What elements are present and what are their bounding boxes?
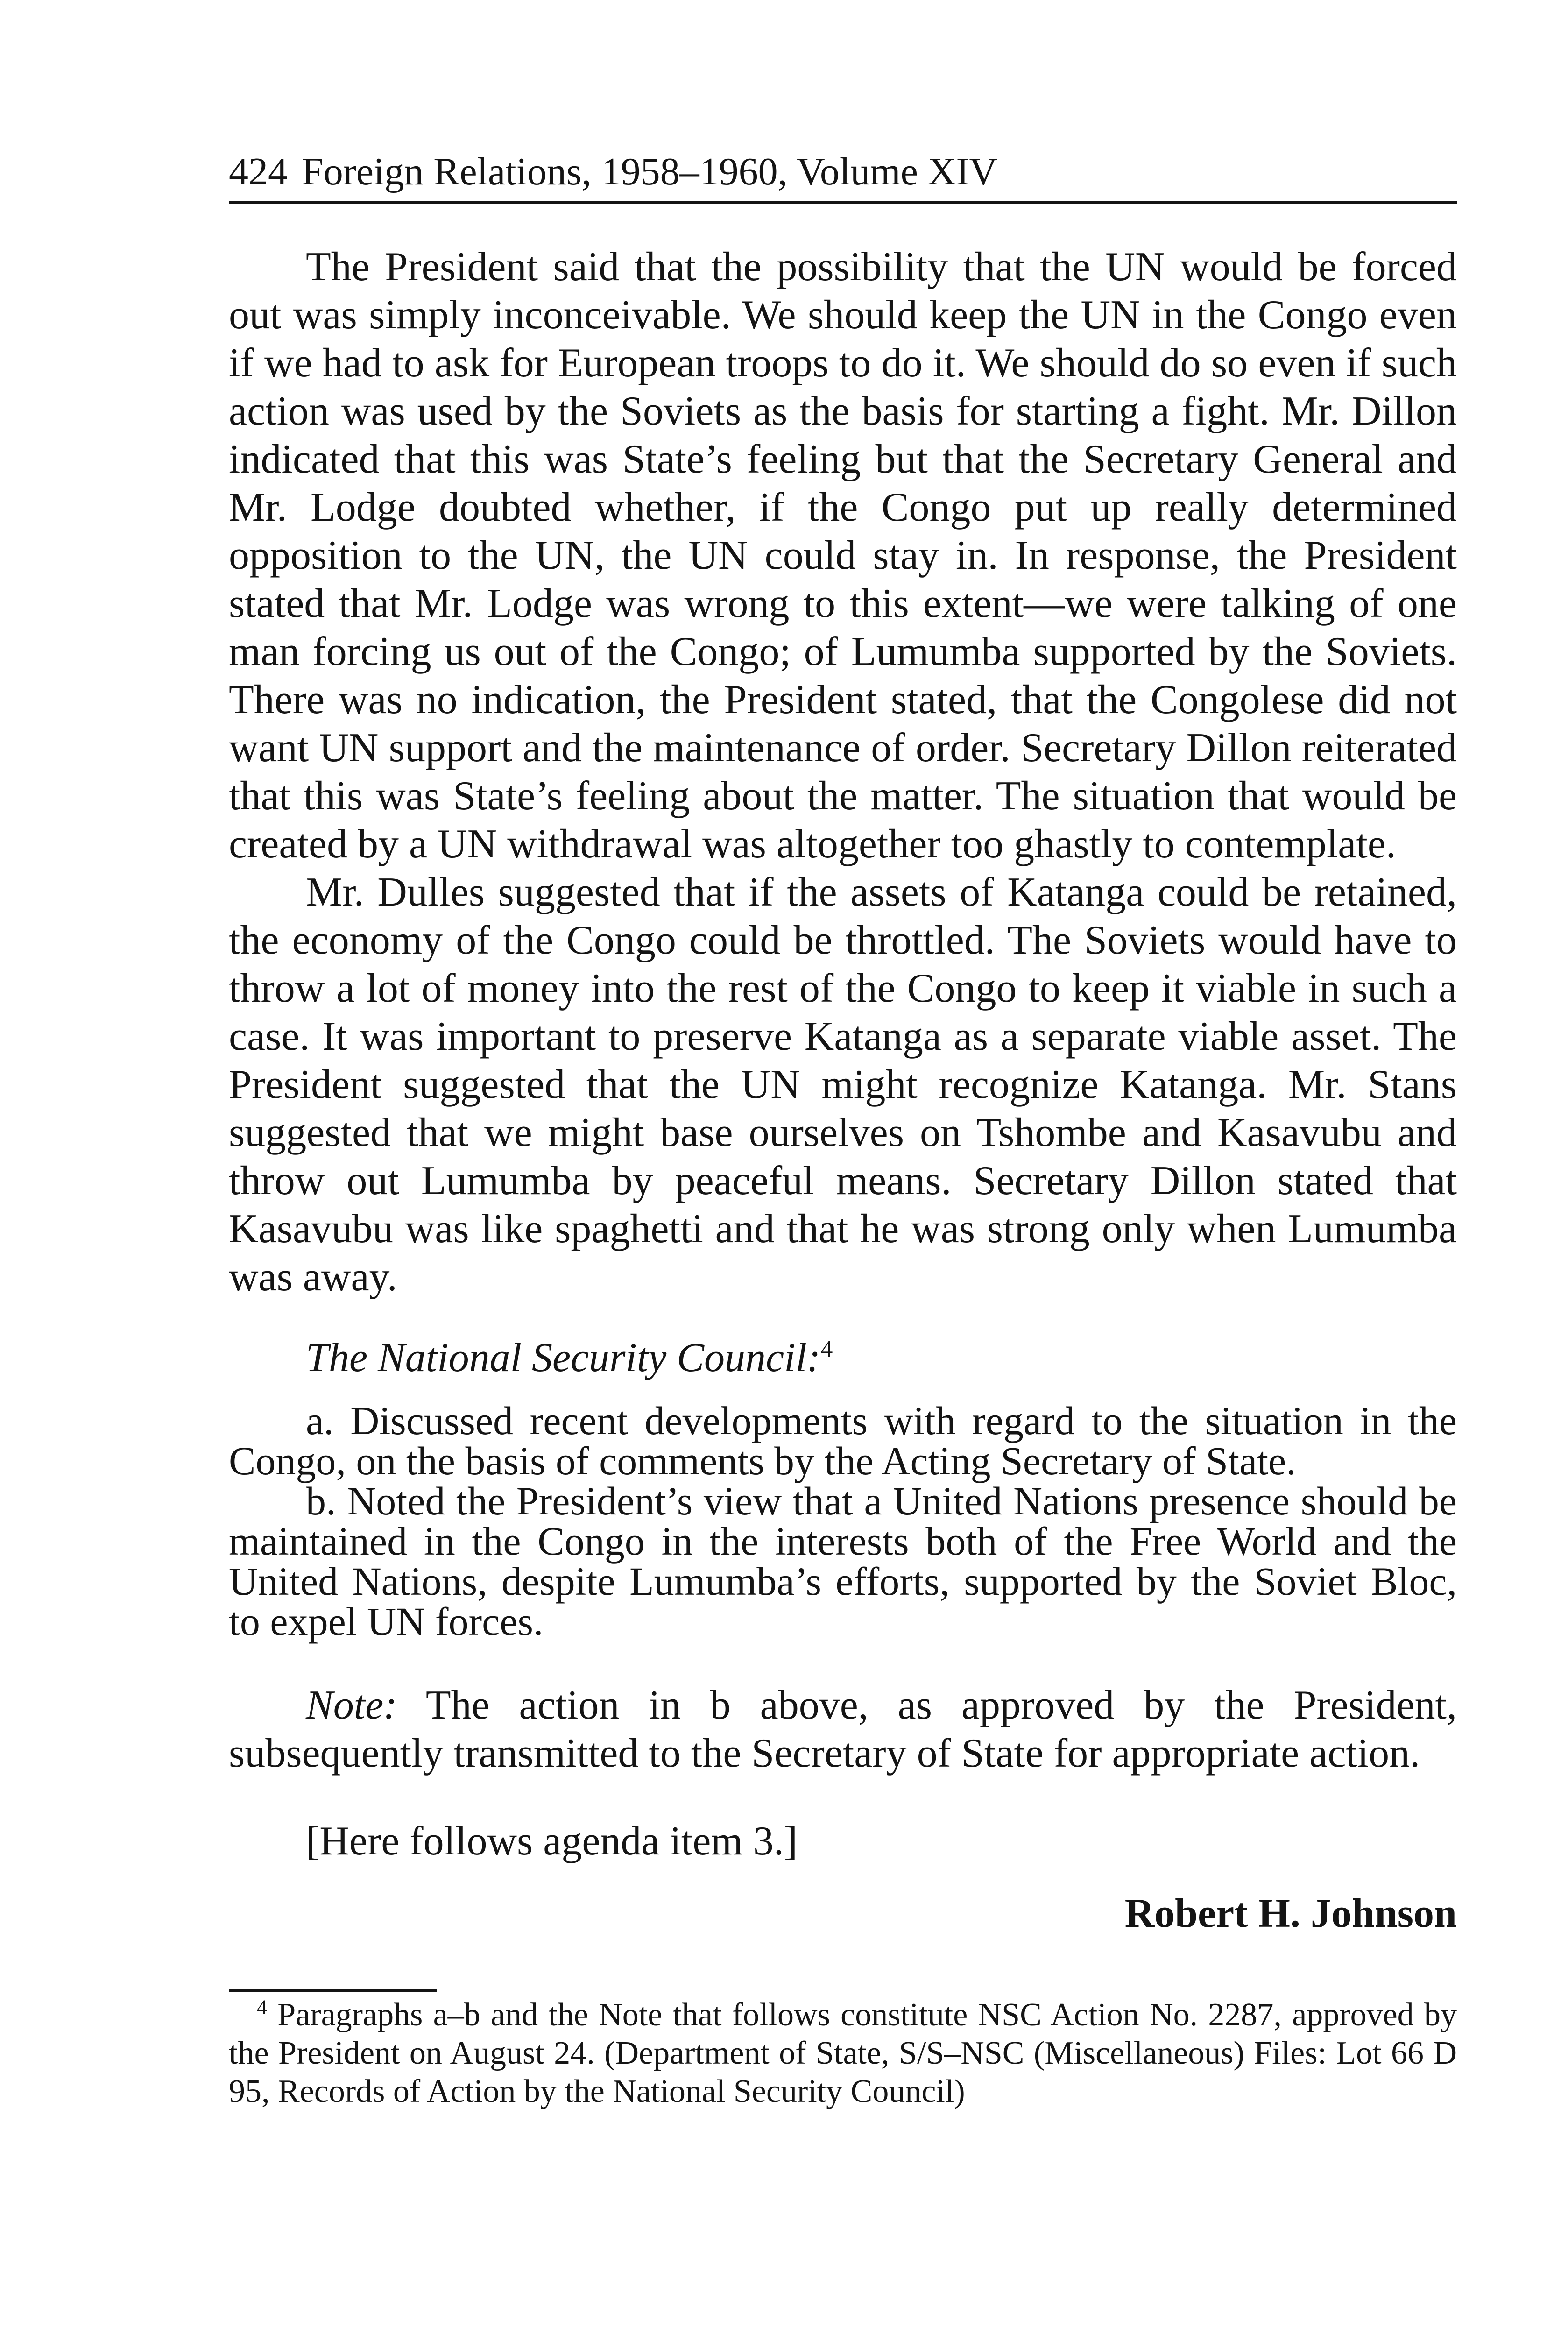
note-text: The action in b above, as approved by the President, subsequently transmitted to the Secretary of State for appropriate action. [229, 1683, 1457, 1776]
footnote-reference: 4 [820, 1336, 833, 1363]
running-head [229, 149, 1457, 204]
council-heading [229, 1334, 1457, 1382]
body-paragraph-president-view: The President said that the possibility that the UN would be forced out was simply inconceivable. We should keep the UN in the Congo even if we had to ask for European troops to do it. We should do so even if such action was used by the Soviets as the basis for starting a fight. Mr. Dillon indicated that this was State’s feeling but that the Secretary General and Mr. Lodge doubted whether, if the Congo put up really determined opposition to the UN, the UN could stay in. In response, the President stated that Mr. Lodge was wrong to this extent—we were talking of one man forcing us out of the Congo; of Lumumba supported by the Soviets. There was no indication, the President stated, that the Congolese did not want UN support and the maintenance of order. Secretary Dillon reiterated that this was State’s feeling about the matter. The situation that would be created by a UN withdrawal was altogether too ghastly to contemplate. [229, 244, 1457, 867]
page-number: 424 [229, 150, 288, 193]
page-body [229, 243, 1457, 2111]
note-paragraph [229, 1681, 1457, 1777]
footnote [229, 1996, 1457, 2111]
series-title: Foreign Relations, 1958–1960, Volume XIV [302, 150, 998, 193]
body-paragraph-katanga: Mr. Dulles suggested that if the assets of Katanga could be retained, the economy of the Congo could be throttled. The Soviets would have to throw a lot of money into the rest of the Congo to keep it viable in such a case. It was important to preserve Katanga as a separate viable asset. The President suggested that the UN might recognize Katanga. Mr. Stans suggested that we might base ourselves on Tshombe and Kasavubu and throw out Lumumba by peaceful means. Secretary Dillon stated that Kasavubu was like spaghetti and that he was strong only when Lumumba was away. [229, 870, 1457, 1300]
council-heading-text: The National Security Council: [306, 1335, 821, 1380]
footnote-divider [229, 1989, 437, 1992]
footnote-text: Paragraphs a–b and the Note that follows constitute NSC Action No. 2287, approved by the President on August 24. (Department of State, S/S–NSC (Miscellaneous) Files: Lot 66 D 95, Records of Action by the National Security Council) [229, 1997, 1457, 2109]
council-action-b: b. Noted the President’s view that a United Nations presence should be maintained in the Congo in the interests both of the Free World and the United Nations, despite Lumumba’s efforts, supported by the Soviet Bloc, to expel UN forces. [229, 1479, 1457, 1644]
signature: Robert H. Johnson [1124, 1891, 1457, 1936]
agenda-line: [Here follows agenda item 3.] [306, 1818, 798, 1864]
footnote-marker: 4 [257, 1995, 267, 2019]
note-label: Note: [306, 1683, 397, 1728]
council-action-a: a. Discussed recent developments with regard to the situation in the Congo, on the basis of comments by the Acting Secretary of State. [229, 1398, 1457, 1483]
